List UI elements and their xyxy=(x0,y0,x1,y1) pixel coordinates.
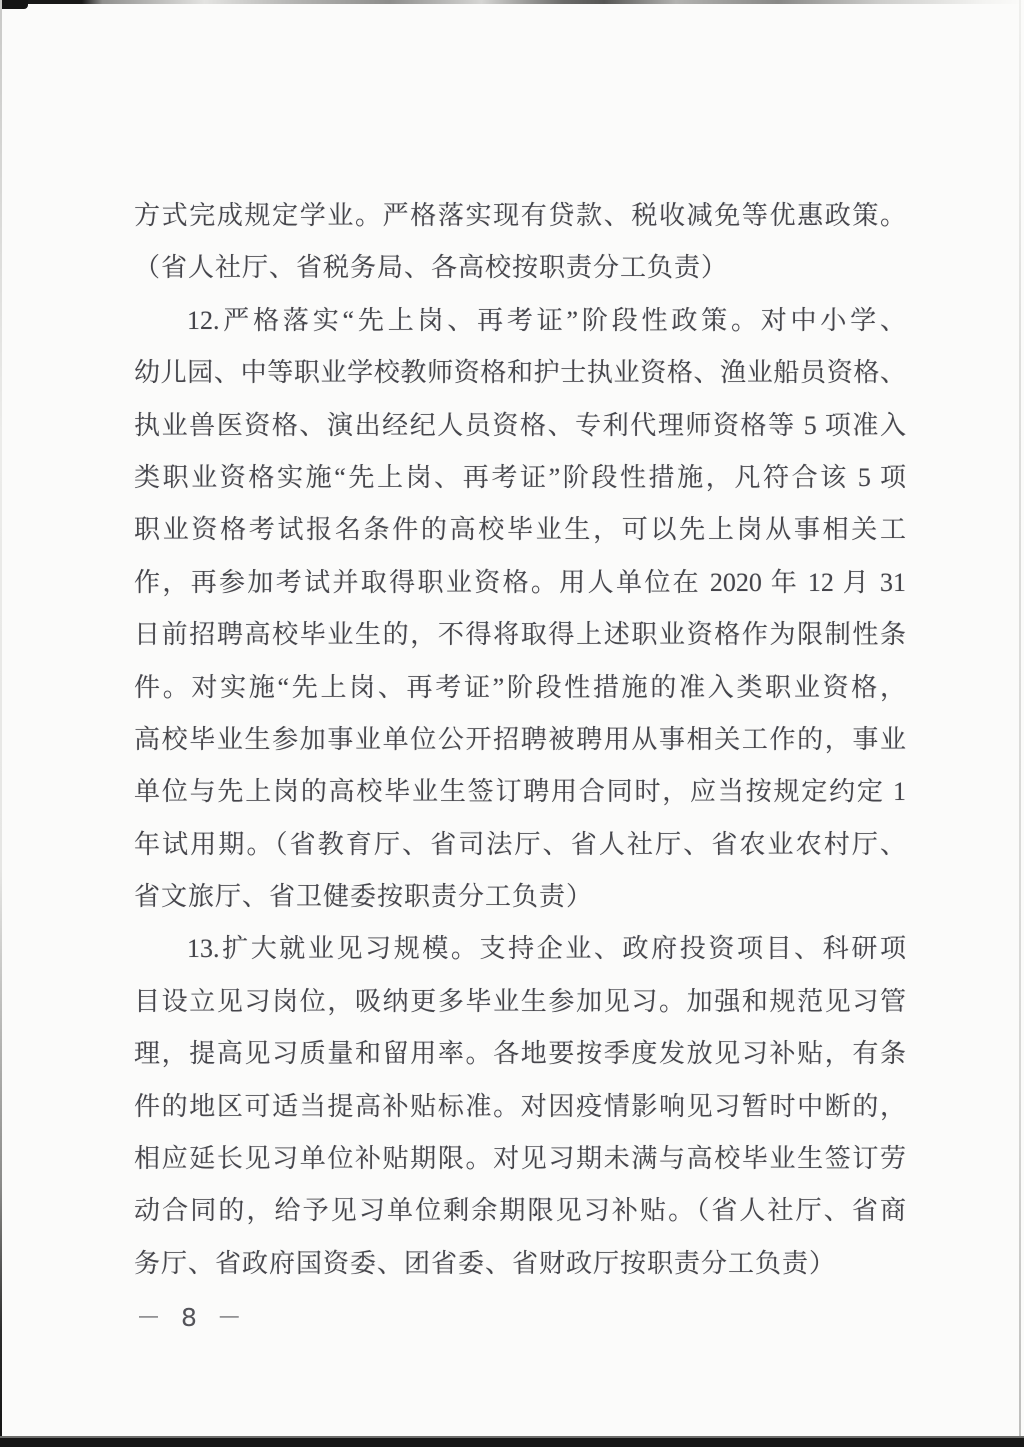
text-line: 作，再参加考试并取得职业资格。用人单位在 2020 年 12 月 31 xyxy=(134,567,906,597)
scan-edge-top xyxy=(0,0,1024,4)
text-line: （省人社厅、省税务局、各高校按职责分工负责） xyxy=(134,253,729,283)
text-line: 类职业资格实施“先上岗、再考证”阶段性措施，凡符合该 5 项 xyxy=(134,462,906,492)
text-line: 幼儿园、中等职业学校教师资格和护士执业资格、渔业船员资格、 xyxy=(134,358,906,388)
scan-corner-mark xyxy=(0,0,28,9)
text-line: 理，提高见习质量和留用率。各地要按季度发放见习补贴，有条 xyxy=(134,1039,906,1069)
text-line: 年试用期。（省教育厅、省司法厅、省人社厅、省农业农村厅、 xyxy=(134,829,906,859)
text-line-item-13-heading: 13.扩大就业见习规模。支持企业、政府投资项目、科研项 xyxy=(187,934,906,964)
text-line: 省文旅厅、省卫健委按职责分工负责） xyxy=(134,882,594,912)
page-number: － 8 － xyxy=(136,1303,248,1332)
document-text xyxy=(134,190,906,1290)
text-line: 务厅、省政府国资委、团省委、省财政厅按职责分工负责） xyxy=(134,1248,837,1278)
text-line: 执业兽医资格、演出经纪人员资格、专利代理师资格等 5 项准入 xyxy=(134,410,906,440)
scan-edge-left xyxy=(0,0,2,1447)
text-line: 相应延长见习单位补贴期限。对见习期未满与高校毕业生签订劳 xyxy=(134,1144,906,1174)
text-line: 方式完成规定学业。严格落实现有贷款、税收减免等优惠政策。 xyxy=(134,201,906,230)
text-line: 高校毕业生参加事业单位公开招聘被聘用从事相关工作的，事业 xyxy=(134,724,906,754)
text-line: 目设立见习岗位，吸纳更多毕业生参加见习。加强和规范见习管 xyxy=(134,986,906,1016)
text-line: 动合同的，给予见习单位剩余期限见习补贴。（省人社厅、省商 xyxy=(134,1196,906,1226)
text-line: 件。对实施“先上岗、再考证”阶段性措施的准入类职业资格， xyxy=(134,672,906,702)
scan-edge-bottom xyxy=(0,1438,1024,1447)
text-line: 单位与先上岗的高校毕业生签订聘用合同时，应当按规定约定 1 xyxy=(134,777,906,807)
scan-edge-right xyxy=(1019,0,1021,1447)
text-line: 件的地区可适当提高补贴标准。对因疫情影响见习暂时中断的， xyxy=(134,1091,906,1121)
text-line-item-12-heading: 12.严格落实“先上岗、再考证”阶段性政策。对中小学、 xyxy=(187,305,906,335)
text-line: 日前招聘高校毕业生的，不得将取得上述职业资格作为限制性条 xyxy=(134,620,906,650)
text-line: 职业资格考试报名条件的高校毕业生，可以先上岗从事相关工 xyxy=(134,515,906,545)
